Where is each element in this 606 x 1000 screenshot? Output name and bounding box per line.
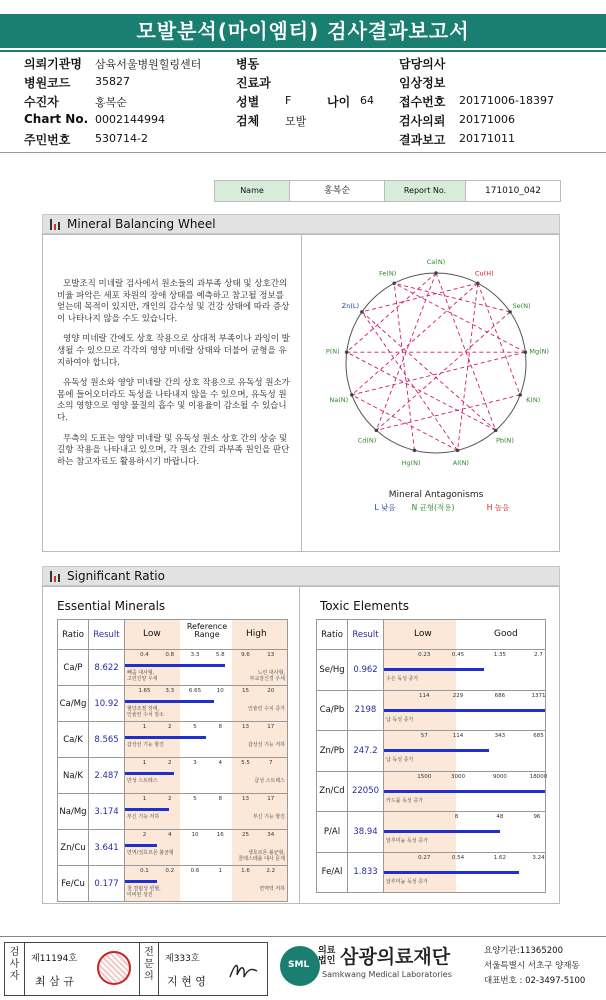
ratio-name: Zn/Pb [317, 731, 348, 772]
ratio-row [58, 830, 288, 866]
ratio-row [317, 690, 546, 731]
header-label: 수진자 [24, 95, 59, 109]
tick-label: 17 [267, 724, 275, 730]
banner-divider [0, 50, 606, 52]
ratio-range-cell [384, 731, 546, 772]
header-label: 의뢰기관명 [24, 57, 82, 71]
tick-label: 48 [496, 814, 504, 820]
tick-label: 0.45 [451, 652, 465, 658]
low-note: 만성 스트레스 [127, 778, 158, 784]
wheel-paragraph: 무측의 도표는 영양 미네랄 및 유독성 원소 상호 간의 상승 및 길항 작용을 나타내고 있으며, 각 원소 간의 과부족 원인을 판단하는 참고자료도 활용하시기 바랍니다. [57, 433, 290, 467]
org-english-name: Samkwang Medical Laboratories [322, 970, 452, 979]
ratio-row [58, 650, 288, 686]
tick-label: 343 [494, 733, 506, 739]
ratio-bar [125, 808, 169, 811]
ratio-range-cell [384, 852, 546, 893]
ratio-bar [384, 668, 484, 671]
report-no-value: 171010_042 [465, 180, 561, 202]
ratio-row [317, 771, 546, 812]
tick-label: 229 [452, 692, 464, 699]
tick-label: 686 [494, 692, 506, 699]
tick-label: 10 [216, 688, 224, 694]
ratio-bar [384, 830, 500, 833]
tick-label: 0.2 [165, 868, 175, 874]
tick-label: 96 [533, 814, 541, 820]
wheel-node-label: P(N) [325, 347, 340, 356]
ratio-range-cell [125, 794, 288, 830]
ratio-result: 0.177 [89, 866, 125, 902]
tick-label: 2 [167, 796, 172, 802]
wheel-paragraph: 유독성 원소와 영양 미네랄 간의 상호 작용으로 유독성 원소가 몸에 들어오더라도 독성을 나타내지 않을 수 있으며, 유독성 원소의 영향으로 영양 물질의 흡수 및 이용율이 감소될 수 있습니다. [57, 378, 290, 423]
tick-label: 13 [242, 724, 250, 730]
tick-label: 17 [267, 796, 275, 802]
low-note: 면역/성호르몬 불균형 [127, 850, 174, 856]
high-band [232, 722, 287, 757]
tick-label: 1 [218, 868, 222, 874]
footer-divider [0, 936, 606, 937]
tick-label: 0.23 [418, 652, 431, 658]
tick-label: 114 [452, 733, 464, 739]
header-label: 주민번호 [24, 133, 71, 147]
toxic-elements-title: Toxic Elements [320, 599, 410, 613]
toxic-grid [316, 619, 546, 893]
ratio-result: 2198 [348, 690, 384, 731]
tick-label: 1500 [417, 773, 432, 780]
ratio-name: Na/K [58, 758, 89, 794]
high-note: 급성 스트레스 [254, 778, 285, 784]
ratio-range-cell [125, 722, 288, 758]
tick-label: 1.6 [241, 868, 250, 874]
antagonism-line [352, 352, 525, 395]
tick-label: 2.7 [534, 652, 543, 658]
header-label: Chart No. [24, 112, 89, 126]
low-band [125, 722, 180, 757]
tick-label: 5.8 [215, 652, 225, 658]
wheel-circle [346, 273, 526, 453]
institution-code: 요양기관:11365200 [484, 946, 563, 956]
tick-label: 25 [242, 832, 250, 838]
wheel-legend-item: H 높음 [486, 503, 510, 512]
wheel-section-title: Mineral Balancing Wheel [67, 217, 216, 231]
tick-label: 3 [193, 760, 197, 766]
tick-label: 9.6 [241, 652, 250, 658]
toxic-note: 납 독성 증가 [386, 757, 414, 763]
header-value: F [285, 94, 292, 107]
wheel-node [360, 310, 364, 314]
tick-label: 1371 [531, 692, 546, 699]
header-label: 검체 [236, 114, 260, 128]
ratio-result: 0.962 [348, 650, 384, 691]
tick-label: 5 [193, 724, 197, 730]
tick-label: 1.35 [493, 652, 507, 658]
header-ratio: Ratio [317, 620, 348, 650]
tick-label: 0.54 [451, 854, 465, 861]
header-value: 삼육서울병원힐링센터 [95, 58, 202, 71]
header-label: 담당의사 [399, 57, 446, 71]
examiner-vertical-label: 검사자 [5, 943, 25, 995]
wheel-node [350, 393, 354, 397]
toxic-note: 알루미늄 독성 증가 [386, 878, 428, 885]
header-range [125, 620, 288, 650]
header-value: 530714-2 [95, 132, 148, 145]
tick-label: 1 [142, 796, 147, 802]
tick-label: 6.65 [188, 688, 202, 694]
wheel-paragraph: 영양 미네랄 간에도 상호 작용으로 상대적 부족이나 과잉이 발생될 수 있으므로 각각의 영양 미네랄 상태와 더불어 균형을 유지하여야 합니다. [57, 334, 290, 368]
wheel-node-label: Se(N) [512, 302, 531, 311]
seal-stamp-icon [97, 951, 131, 985]
range-header-label: Reference Range [186, 622, 228, 639]
tick-label: 685 [533, 733, 544, 739]
tick-label: 0.8 [165, 652, 175, 658]
ratio-row [58, 722, 288, 758]
header-value: 홍복순 [95, 96, 127, 109]
ratio-result: 1.833 [348, 852, 384, 893]
wheel-node [413, 449, 417, 453]
org-prefix: 의료 법인 [318, 946, 336, 966]
ratio-result: 247.2 [348, 731, 384, 772]
ratio-bar [384, 749, 489, 752]
high-note: 면역력 저하 [259, 886, 285, 892]
tick-label: 5 [193, 796, 197, 802]
ratio-result: 2.487 [89, 758, 125, 794]
ratio-name: Fe/Cu [58, 866, 89, 902]
high-band [232, 794, 287, 829]
tick-label: 4 [218, 760, 222, 766]
low-band [125, 758, 180, 793]
header-label: 결과보고 [399, 133, 446, 147]
ratio-row [317, 812, 546, 853]
high-note: 부신 기능 항진 [252, 814, 285, 820]
signature-icon [227, 959, 261, 983]
ratio-range-cell [384, 812, 546, 853]
org-name: 삼광의료재단 [340, 946, 451, 968]
wheel-node-label: Cd(N) [357, 436, 377, 445]
ratio-row [58, 686, 288, 722]
specialist-license-no: 제333호 [165, 954, 200, 964]
ratio-section-header [42, 566, 560, 586]
wheel-node [375, 429, 379, 433]
ratio-name: Ca/Mg [58, 686, 89, 722]
ratio-bar [384, 871, 519, 874]
header-value: 35827 [95, 75, 130, 88]
tick-label: 15 [242, 688, 250, 694]
header-label: 성별 [236, 95, 260, 109]
ratio-name: Se/Hg [317, 650, 348, 691]
antagonism-line [376, 312, 510, 430]
ratio-bar [125, 772, 174, 775]
low-band [125, 794, 180, 829]
header-value: 모발 [285, 115, 307, 128]
ratio-panel [42, 586, 560, 904]
ratio-result: 3.641 [89, 830, 125, 866]
ratio-result: 8.622 [89, 650, 125, 686]
tick-label: 8 [454, 814, 459, 820]
header-range [384, 620, 546, 650]
tick-label: 3.3 [165, 688, 175, 694]
low-note: 부신 기능 저하 [127, 814, 160, 820]
ratio-bar [125, 880, 157, 883]
ratio-bar [384, 790, 545, 793]
tick-label: 20 [267, 688, 275, 694]
wheel-panel [42, 234, 560, 552]
wheel-caption: Mineral Antagonisms [388, 490, 484, 500]
wheel-node-label: Ca(N) [426, 258, 446, 266]
tick-label: 3.24 [532, 854, 545, 861]
tick-label: 1 [142, 760, 147, 766]
antagonism-line [376, 395, 520, 430]
specialist-name: 지 현 영 [167, 975, 206, 988]
header-ratio: Ratio [58, 620, 89, 650]
tick-label: 13 [267, 652, 275, 658]
signature-box [4, 942, 268, 996]
header-divider [0, 152, 606, 153]
specialist-vertical-label: 전문의 [139, 943, 159, 995]
ratio-bar [125, 664, 225, 667]
report-no-label: Report No. [384, 180, 466, 202]
name-value: 홍복순 [289, 180, 385, 202]
antagonism-line [436, 273, 496, 430]
ratio-result: 10.92 [89, 686, 125, 722]
low-note: 갑상선 기능 항진 [127, 742, 164, 748]
tick-label: 57 [420, 733, 428, 739]
high-note: 인슐린 수치 증가 [248, 706, 285, 712]
antagonism-line [478, 283, 520, 395]
wheel-node [434, 271, 438, 275]
ratio-result: 22050 [348, 771, 384, 812]
tick-label: 7 [269, 760, 273, 766]
ratio-name: Ca/K [58, 722, 89, 758]
tick-label: 0.1 [140, 868, 149, 874]
ratio-bar [125, 700, 214, 703]
low-note: 혈당조절 장애, 인슐린 수치 감소 [127, 706, 164, 718]
antagonism-line [458, 283, 478, 450]
header-label: 병동 [236, 57, 260, 71]
wheel-node-label: Hg(N) [401, 459, 421, 468]
tick-label: 0.6 [190, 868, 200, 874]
ratio-row [58, 866, 288, 902]
ratio-name: Ca/Pb [317, 690, 348, 731]
tick-label: 16 [216, 832, 224, 838]
header-value: 20171006-18397 [459, 94, 554, 107]
tick-label: 5.5 [241, 760, 250, 766]
header-value: 0002144994 [95, 113, 165, 126]
ratio-range-cell [384, 690, 546, 731]
low-note: 철 결핍성 빈혈, 미비된 상진 [127, 886, 161, 898]
ratio-name: Ca/P [58, 650, 89, 686]
wheel-node [508, 310, 512, 314]
tick-label: 114 [419, 692, 430, 699]
tick-label: 34 [267, 832, 275, 838]
wheel-legend-item: L 낮음 [374, 503, 396, 512]
examiner-license-no: 제11194호 [31, 954, 78, 964]
tick-label: 2 [167, 724, 172, 730]
wheel-node [518, 393, 522, 397]
range-header-label: Low [143, 629, 161, 639]
ratio-name: Zn/Cu [58, 830, 89, 866]
ratio-result: 8.565 [89, 722, 125, 758]
wheel-node [476, 282, 480, 286]
header-label: 병원코드 [24, 76, 71, 90]
examiner-name: 최 삼 규 [35, 975, 74, 988]
ratio-name: P/Al [317, 812, 348, 853]
ratio-name: Zn/Cd [317, 771, 348, 812]
sml-logo-icon [278, 944, 322, 988]
range-header-label: Low [414, 629, 432, 639]
high-note: 느린 대사형, 부교감신경 우세 [249, 670, 285, 682]
wheel-section-header [42, 214, 560, 234]
high-note: 갑상선 기능 저하 [248, 742, 285, 748]
org-phone: 대표번호 : 02-3497-5100 [484, 976, 586, 986]
ratio-name: Na/Mg [58, 794, 89, 830]
essential-grid [57, 619, 288, 902]
ratio-range-cell [384, 650, 546, 691]
header-label: 임상정보 [399, 76, 446, 90]
name-label: Name [214, 180, 290, 202]
ratio-result: 3.174 [89, 794, 125, 830]
mineral-wheel-chart [303, 237, 559, 551]
tick-label: 1.65 [138, 688, 151, 694]
wheel-node [456, 449, 460, 453]
antagonism-line [376, 273, 436, 430]
ratio-range-cell [125, 758, 288, 794]
bar-chart-icon [50, 571, 61, 582]
tick-label: 8 [218, 796, 222, 802]
age-label: 나이 [327, 95, 351, 109]
ratio-row [317, 852, 546, 893]
header-label: 접수번호 [399, 95, 446, 109]
header-label: 검사의뢰 [399, 114, 446, 128]
header-label: 진료과 [236, 76, 271, 90]
tick-label: 1 [142, 724, 147, 730]
ratio-result: 38.94 [348, 812, 384, 853]
ratio-bar [384, 709, 545, 712]
wheel-node-label: Fe(N) [379, 269, 397, 278]
ratio-row [317, 731, 546, 772]
ratio-bar [125, 736, 206, 739]
tick-label: 0.4 [140, 652, 149, 658]
tick-label: 1.62 [493, 854, 507, 861]
wheel-node-label: Zn(L) [341, 302, 360, 311]
tick-label: 8 [218, 724, 222, 730]
header-value: 20171011 [459, 132, 515, 145]
tick-label: 2 [167, 760, 172, 766]
wheel-node-label: Mg(N) [529, 347, 550, 356]
wheel-node [392, 282, 396, 286]
tick-label: 18000 [529, 773, 548, 780]
toxic-note: 납 독성 증가 [386, 716, 414, 723]
tick-label: 2.2 [266, 868, 276, 874]
ratio-range-cell [125, 866, 288, 902]
toxic-note: 수은 독성 증가 [386, 676, 419, 682]
wheel-legend-item: N 균형(적용) [411, 503, 455, 512]
ratio-range-cell [125, 830, 288, 866]
tick-label: 0.27 [418, 854, 431, 861]
wheel-node [345, 350, 349, 354]
antagonism-line [394, 283, 525, 352]
ratio-bar [125, 844, 157, 847]
antagonism-line [394, 283, 510, 312]
ratio-range-cell [384, 771, 546, 812]
wheel-node-label: Cu(H) [475, 269, 494, 278]
wheel-node-label: K(N) [526, 396, 541, 405]
range-header-label: High [246, 629, 267, 639]
range-header-label: Good [494, 629, 518, 639]
essential-minerals-title: Essential Minerals [57, 599, 166, 613]
bar-chart-icon [50, 219, 61, 230]
tick-label: 2 [142, 832, 147, 838]
ratio-section-title: Significant Ratio [67, 569, 165, 583]
wheel-node [494, 429, 498, 433]
tick-label: 3.3 [190, 652, 200, 658]
wheel-paragraph: 모발조직 미네랄 검사에서 원소들의 과부족 상태 및 상호간의 비율 파악은 세포 차원의 장애 상태를 예측하고 참고될 정보를 얻는데 목적이 있지만, 개인의 감수성 및 건강 상태에 따라 증상이 나타나지 않을 수도 있습니다. [57, 279, 290, 324]
wheel-description [57, 279, 293, 468]
tick-label: 4 [167, 832, 172, 838]
sml-logo-text: SML [288, 960, 310, 970]
org-address: 서울특별시 서초구 양재동 [484, 961, 580, 971]
age-value: 64 [360, 94, 374, 107]
wheel-node-label: Pb(N) [495, 436, 514, 445]
wheel-node-label: Al(N) [452, 459, 469, 468]
high-band [232, 686, 287, 721]
ratio-row [317, 650, 546, 691]
high-note: 생호르몬 불균형, 콜레스테롤 대사 문제 [238, 850, 285, 862]
ratio-range-cell [125, 650, 288, 686]
tick-label: 9000 [492, 773, 507, 780]
low-note: 빼줌 대사형, 고린진양 우세 [127, 670, 158, 682]
ratio-name: Fe/Al [317, 852, 348, 893]
tick-label: 13 [242, 796, 250, 802]
report-title-banner: 모발분석(마이엠티) 검사결과보고서 [0, 14, 606, 48]
wheel-node [524, 350, 528, 354]
ratio-range-cell [125, 686, 288, 722]
tick-label: 10 [191, 832, 199, 838]
antagonism-line [352, 283, 478, 395]
toxic-note: 알루미늄 독성 증가 [386, 838, 428, 844]
ratio-row [58, 794, 288, 830]
header-result: Result [348, 620, 384, 650]
header-result: Result [89, 620, 125, 650]
wheel-node-label: Na(N) [329, 396, 349, 405]
header-value: 20171006 [459, 113, 515, 126]
ratio-row [58, 758, 288, 794]
tick-label: 3000 [451, 773, 466, 780]
toxic-note: 카드뮴 독성 증가 [386, 797, 423, 804]
